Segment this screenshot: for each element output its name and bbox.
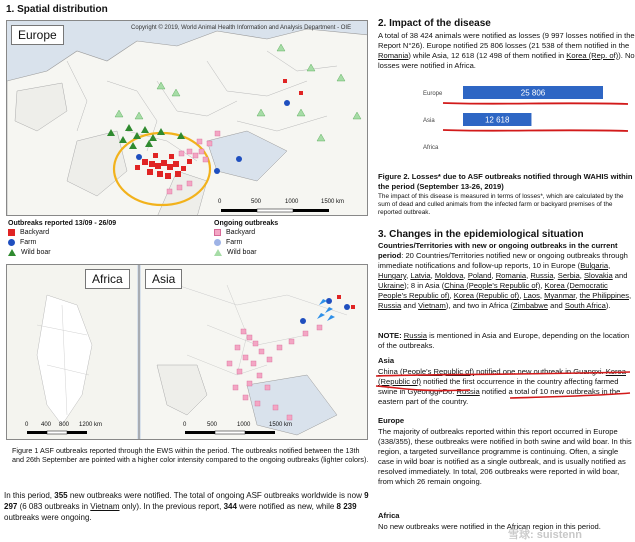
legend-label: Wild boar <box>21 248 51 256</box>
hand-underline-annotations <box>374 366 635 406</box>
scale-label-1500: 1500 km <box>321 199 345 205</box>
africa-map-label: Africa <box>85 269 130 289</box>
list-separator: , <box>526 271 531 281</box>
africa-country-link-0[interactable]: Zimbabwe <box>512 301 548 311</box>
countries-text: ); 8 in Asia ( <box>404 281 445 291</box>
watermark: 雪球: suistenn <box>508 529 582 541</box>
legend-item-farm <box>8 237 188 247</box>
summary-text: were notified as new, while <box>236 501 337 511</box>
countries-text: : 20 Countries/Territories notified new or ongoing outbreaks through immediate notifications and follow-up reports, 10 in Europe ( <box>378 251 628 271</box>
europe-map-graphic <box>7 21 368 216</box>
right-column <box>378 0 635 542</box>
africa-scale-0: 0 <box>25 422 29 428</box>
bar-underline-annotation <box>443 130 628 131</box>
impact-text: ). No losses were notified in Africa. <box>378 51 635 71</box>
asia-heading: Asia <box>378 356 395 365</box>
europe-country-link-4[interactable]: Poland <box>467 271 492 281</box>
africa-heading: Africa <box>378 511 400 520</box>
scale-label-500: 500 <box>251 199 262 205</box>
africa-scale-1200: 1200 km <box>79 422 103 428</box>
note-paragraph <box>378 331 635 351</box>
asia-scale-1000: 1000 <box>237 422 251 428</box>
section-2-title: 2. Impact of the disease <box>378 18 491 29</box>
asia-country-link-2[interactable]: Korea (Republic of) <box>453 291 520 301</box>
bar-category-label: Asia <box>423 118 435 124</box>
list-separator: , <box>608 261 611 271</box>
europe-country-link-6[interactable]: Russia <box>530 271 554 281</box>
summary-text: only). In the previous report, <box>119 501 224 511</box>
list-separator: and <box>612 271 628 281</box>
list-separator: , <box>449 291 454 301</box>
summary-text: outbreaks were ongoing. <box>4 512 92 522</box>
russia-asia-link[interactable]: Russia <box>456 387 480 397</box>
previous-new-count: 344 <box>223 501 237 511</box>
legend-reported <box>8 220 188 257</box>
africa-asia-map <box>6 264 368 440</box>
bar-value-label: 12 618 <box>484 115 510 125</box>
bar-category-label: Africa <box>423 145 439 151</box>
europe-map-label: Europe <box>11 25 64 45</box>
summary-text: In this period, <box>4 491 55 500</box>
list-separator: , <box>553 271 558 281</box>
legend-label: Wild boar <box>227 248 257 256</box>
africa-country-link-1[interactable]: South Africa <box>564 301 606 311</box>
legend-ongoing <box>214 220 370 257</box>
impact-paragraph <box>378 31 635 71</box>
summary-text: new outbreaks were notified. The total of ongoing ASF outbreaks worldwide is now <box>67 491 365 500</box>
bar-value-label: 25 806 <box>520 88 546 98</box>
africa-paragraph: No new outbreaks were notified in the African region in this period. <box>378 522 601 531</box>
impact-text: A total of 38 424 animals were notified as losses (9 997 losses notified in the Report N°26). Europe notified 25 806 losses (21 538 of them notified in the <box>378 31 635 51</box>
europe-country-link-0[interactable]: Bulgaria <box>580 261 609 271</box>
bar-category-label: Europe <box>423 91 443 97</box>
asia-text: notified the first occurrence in the country affecting farmed swine in Gyeonggi-Do. <box>378 377 619 397</box>
list-separator: and <box>547 301 565 311</box>
europe-paragraph: The majority of outbreaks reported within this report occurred in Europe (338/355), these outbreaks were notified in both swine and wild boar. In this region, a targeted surveillance programme is continuing. Often, a single case in wild boar is notified as a single outbreak, and is usually notified as resolved immediately. In total, 206 outbreaks were reported in wild boar, from which 26 remain ongoing. <box>378 427 632 487</box>
list-separator: , <box>491 271 496 281</box>
figure-2-title: Figure 2. Losses* due to ASF outbreaks notified through WAHIS within the period (September 13-26, 2019) <box>378 172 633 191</box>
vietnam-link[interactable]: Vietnam <box>90 501 120 511</box>
list-separator: , <box>579 271 584 281</box>
romania-link[interactable]: Romania <box>378 51 409 61</box>
legend-label: Backyard <box>226 228 256 236</box>
list-separator: , <box>539 291 545 301</box>
russia-link[interactable]: Russia <box>403 331 427 340</box>
legend-label: Backyard <box>20 228 50 236</box>
legend-ongoing-title: Ongoing outbreaks <box>214 220 279 227</box>
list-separator: , <box>519 291 524 301</box>
africa-scale-800: 800 <box>59 422 70 428</box>
farm-circle-icon <box>8 239 15 246</box>
wild-boar-triangle-light-icon <box>214 249 222 256</box>
europe-country-link-3[interactable]: Moldova <box>434 271 464 281</box>
list-separator: , <box>406 271 411 281</box>
asia-country-link-5[interactable]: the Philippines <box>579 291 630 301</box>
list-separator: , <box>575 291 580 301</box>
asia-country-link-1[interactable]: Korea (Democratic People's Republic of) <box>378 281 608 301</box>
korea-republic-link[interactable]: Korea (Republic of) <box>378 367 626 387</box>
asia-scale-0: 0 <box>183 422 187 428</box>
asia-text: notified one new outbreak in Guangxi. <box>474 367 606 376</box>
countries-subtitle: Countries/Territories with new or ongoing outbreaks in the current period <box>378 241 618 261</box>
losses-bar-chart <box>423 80 635 166</box>
farm-circle-light-icon <box>214 239 221 246</box>
legend-item-wild-boar-ongoing <box>214 247 370 257</box>
section-3-title: 3. Changes in the epidemiological situation <box>378 229 584 240</box>
backyard-square-light-icon <box>214 229 221 236</box>
europe-country-link-1[interactable]: Hungary <box>378 271 407 281</box>
legend-label: Farm <box>226 238 243 246</box>
legend-label: Farm <box>20 238 37 246</box>
figure-1-caption: Figure 1 ASF outbreaks reported through the EWS within the period. The outbreaks notified between the 13th and 26th September are pointed with a higher color intensity compared to the ongoing outbreaks (lighter colors). <box>12 446 369 464</box>
china-link[interactable]: China (People's Republic of) <box>378 367 475 376</box>
impact-text: ) while Asia, 12 618 (12 498 of them notified in <box>408 51 567 61</box>
asia-scale-1500: 1500 km <box>269 422 293 428</box>
countries-paragraph <box>378 241 635 311</box>
europe-heading: Europe <box>378 416 405 425</box>
list-separator: , <box>463 271 468 281</box>
ongoing-total-count: 9 297 <box>4 491 369 511</box>
figure-2-caption <box>378 172 635 217</box>
countries-text: ), and two in Africa ( <box>445 301 513 311</box>
asia-country-link-6[interactable]: Russia <box>378 301 402 311</box>
scale-label-0: 0 <box>218 199 222 205</box>
africa-country-list <box>513 301 606 310</box>
summary-text: (6 083 outbreaks in <box>17 501 91 511</box>
europe-country-link-5[interactable]: Romania <box>495 271 527 281</box>
list-separator: , <box>629 291 632 301</box>
legend-item-backyard <box>8 227 188 237</box>
section-1-title: 1. Spatial distribution <box>6 4 108 15</box>
map-copyright: Copyright © 2019, World Animal Health Information and Analysis Department - OIE <box>131 25 352 31</box>
previous-ongoing-count: 8 239 <box>336 501 357 511</box>
list-separator: and <box>401 301 419 311</box>
map-legend <box>8 220 370 264</box>
asia-country-link-4[interactable]: Myanmar <box>544 291 576 301</box>
summary-paragraph <box>4 491 370 523</box>
africa-scale-400: 400 <box>41 422 52 428</box>
list-separator: , <box>540 281 545 291</box>
europe-country-link-2[interactable]: Latvia <box>410 271 431 281</box>
scale-label-1000: 1000 <box>285 199 299 205</box>
asia-country-link-3[interactable]: Laos <box>523 291 540 301</box>
legend-item-wild-boar <box>8 247 188 257</box>
backyard-square-icon <box>8 229 15 236</box>
asia-text: notified a total of 10 new outbreaks in the eastern part of the country. <box>378 387 621 407</box>
asia-country-link-0[interactable]: China (People's Republic of) <box>444 281 541 291</box>
europe-country-link-8[interactable]: Slovakia <box>583 271 613 281</box>
new-outbreaks-count: 355 <box>54 491 68 500</box>
asia-scale-500: 500 <box>207 422 218 428</box>
note-text: is mentioned in Asia and Europe, depending on the location of the outbreaks. <box>378 331 630 351</box>
legend-reported-title: Outbreaks reported 13/09 - 26/09 <box>8 220 117 227</box>
asia-country-link-7[interactable]: Vietnam <box>418 301 446 311</box>
legend-item-farm-ongoing <box>214 237 370 247</box>
list-separator: , <box>430 271 435 281</box>
europe-map <box>6 20 368 216</box>
figure-2-subtitle: The impact of this disease is measured in terms of losses*, which are calculated by the sum of dead and culled animals from the infected farm or backyard premises of the reported outbreak. <box>378 192 624 216</box>
europe-country-link-9[interactable]: Ukraine <box>378 281 405 291</box>
legend-item-backyard-ongoing <box>214 227 370 237</box>
korea-link[interactable]: Korea (Rep. of) <box>566 51 619 61</box>
countries-text: ). <box>605 301 611 311</box>
bar-underline-annotation <box>443 103 628 104</box>
europe-country-link-7[interactable]: Serbia <box>557 271 580 281</box>
wild-boar-triangle-icon <box>8 249 16 256</box>
asia-map-label: Asia <box>145 269 182 289</box>
note-label: NOTE: <box>378 331 402 340</box>
africa-asia-map-graphic <box>7 265 368 440</box>
